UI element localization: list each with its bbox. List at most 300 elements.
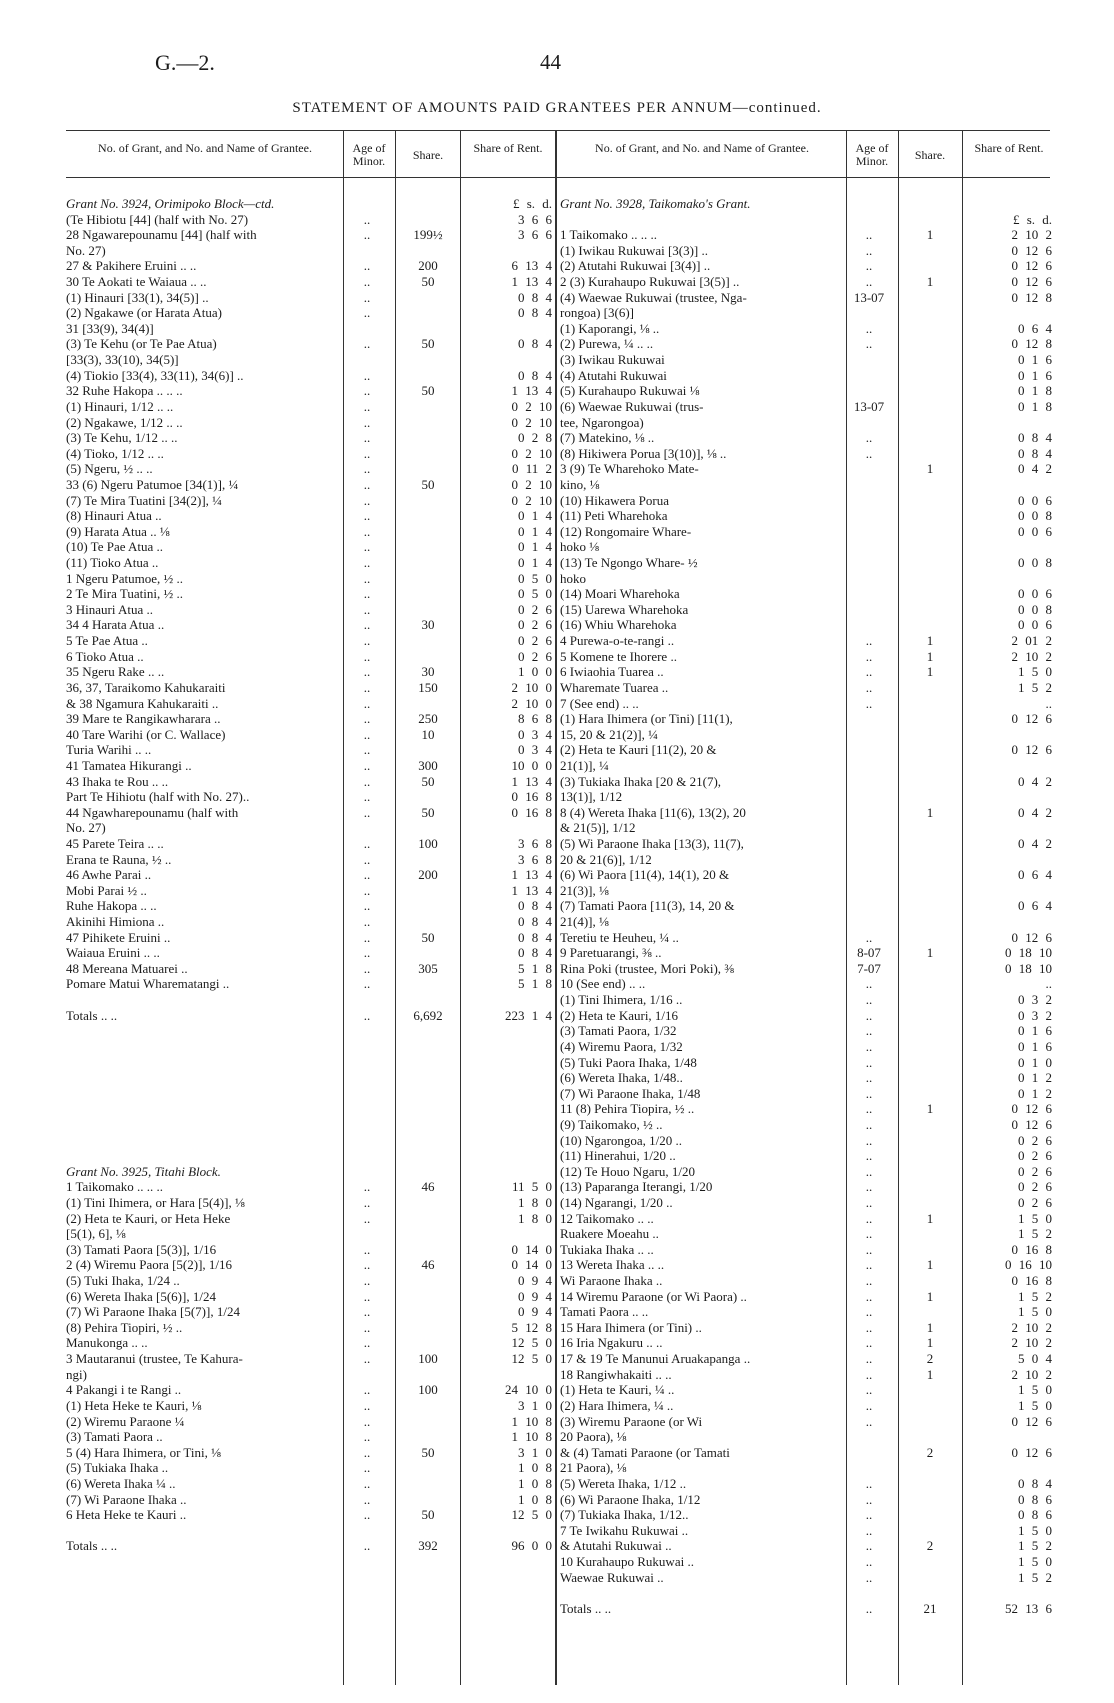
age-cell: .. <box>865 1273 873 1289</box>
grantee-cell: 35 Ngeru Rake .. .. <box>66 664 165 680</box>
grantee-cell: (5) Ngeru, ½ .. .. <box>66 461 153 477</box>
grantee-cell: 21(3)], ⅛ <box>560 882 609 898</box>
grantee-cell: Waiaua Eruini .. .. <box>66 945 160 961</box>
age-cell: .. <box>363 555 371 571</box>
rent-cell: 0 8 4 <box>518 289 552 305</box>
grantee-cell: 20 & 21(6)], 1/12 <box>560 851 652 867</box>
table-row <box>66 617 556 633</box>
table-row <box>560 1335 1054 1351</box>
age-cell: 8-07 <box>857 945 881 961</box>
age-cell: .. <box>363 211 371 227</box>
table-row <box>66 430 556 446</box>
table-row <box>66 571 556 587</box>
grantee-cell: (2) Hara Ihimera, ¼ .. <box>560 1397 674 1413</box>
rent-cell: 0 1 4 <box>518 539 552 555</box>
rent-cell: 0 0 6 <box>1018 617 1052 633</box>
table-row <box>66 836 556 852</box>
table-row <box>66 539 556 555</box>
age-cell: .. <box>363 664 371 680</box>
grantee-cell: ngi) <box>66 1366 87 1382</box>
table-row <box>66 1179 556 1195</box>
table-row <box>66 1414 556 1430</box>
grantee-cell: (5) Kurahaupo Rukuwai ⅛ <box>560 383 700 399</box>
rent-cell: 1 5 0 <box>1018 1210 1052 1226</box>
grantee-cell: (5) Tuki Ihaka, 1/24 .. <box>66 1273 180 1289</box>
rent-cell: 0 18 10 <box>1005 960 1052 976</box>
left-grant-table <box>66 196 556 1554</box>
grantee-cell: 16 Iria Ngakuru .. .. <box>560 1335 663 1351</box>
table-row <box>66 212 556 228</box>
age-cell: .. <box>363 1257 371 1273</box>
age-cell: .. <box>865 336 873 352</box>
grantee-cell: (1) Heta te Kauri, ¼ .. <box>560 1382 675 1398</box>
age-cell: .. <box>363 274 371 290</box>
rent-cell: 2 10 2 <box>1011 1366 1052 1382</box>
table-row <box>560 196 1054 212</box>
share-cell: 305 <box>418 960 438 976</box>
table-row <box>560 321 1054 337</box>
age-cell: .. <box>363 258 371 274</box>
rent-cell: 5 1 8 <box>518 960 552 976</box>
grantee-cell: (3) Te Kehu (or Te Pae Atua) <box>66 336 217 352</box>
rent-cell: 0 8 4 <box>1018 1475 1052 1491</box>
grantee-cell: (8) Hikiwera Porua [3(10)], ⅛ .. <box>560 445 727 461</box>
share-cell: 2 <box>926 1538 934 1554</box>
share-cell: 250 <box>418 711 438 727</box>
share-cell: 100 <box>418 835 438 851</box>
table-row <box>560 383 1054 399</box>
table-row <box>66 1492 556 1508</box>
rent-cell: 0 8 4 <box>518 336 552 352</box>
age-cell: .. <box>865 1304 873 1320</box>
age-cell: .. <box>865 258 873 274</box>
rent-cell: 0 12 6 <box>1011 1413 1052 1429</box>
table-row <box>66 1289 556 1305</box>
grantee-cell: (6) Wereta Ihaka, 1/48.. <box>560 1070 683 1086</box>
age-cell: .. <box>363 1241 371 1257</box>
grantee-cell: [33(3), 33(10), 34(5)] <box>66 352 179 368</box>
age-cell: .. <box>865 1241 873 1257</box>
table-row <box>560 1008 1054 1024</box>
grantee-cell: (14) Ngarangi, 1/20 .. <box>560 1195 673 1210</box>
rent-cell: 0 8 4 <box>518 367 552 383</box>
table-row <box>66 992 556 1008</box>
age-cell: .. <box>865 274 873 290</box>
age-cell: .. <box>363 539 371 555</box>
table-row <box>560 571 1054 587</box>
rent-cell: 5 12 8 <box>511 1319 552 1335</box>
rent-cell: 0 12 8 <box>1011 336 1052 352</box>
grantee-cell: kino, ⅛ <box>560 476 600 492</box>
table-row <box>66 1460 556 1476</box>
rent-cell: 0 1 8 <box>1018 398 1052 414</box>
grantee-cell: 3 Hinauri Atua .. <box>66 601 154 617</box>
table-row <box>66 1507 556 1523</box>
table-row <box>66 1226 556 1242</box>
table-row <box>560 1507 1054 1523</box>
table-row <box>66 1445 556 1461</box>
age-cell: .. <box>865 1600 873 1616</box>
share-cell: 50 <box>421 274 435 290</box>
grantee-cell: (5) Wereta Ihaka, 1/12 .. <box>560 1475 687 1491</box>
age-cell: .. <box>865 1132 873 1148</box>
rent-cell: 0 2 10 <box>511 476 552 492</box>
age-cell: .. <box>865 1507 873 1523</box>
rent-cell: 0 4 2 <box>1018 804 1052 820</box>
grantee-cell: Ruakere Moeahu .. <box>560 1226 659 1242</box>
age-cell: .. <box>363 742 371 758</box>
share-cell: 1 <box>926 227 934 243</box>
table-row <box>66 1195 556 1211</box>
rent-cell: 1 5 0 <box>1018 1382 1052 1398</box>
table-row <box>560 914 1054 930</box>
grantee-cell: Totals .. .. <box>66 1538 118 1554</box>
table-row <box>66 274 556 290</box>
right-age-header: Age of Minor. <box>855 141 889 168</box>
rent-cell: 0 1 4 <box>518 523 552 539</box>
table-row <box>560 852 1054 868</box>
table-row <box>66 696 556 712</box>
table-row <box>560 1179 1054 1195</box>
grantee-cell: 15, 20 & 21(2)], ¼ <box>560 726 658 742</box>
share-cell: 1 <box>926 648 934 664</box>
share-cell: 10 <box>421 726 435 742</box>
table-row <box>560 539 1054 555</box>
grantee-cell: 4 Pakangi i te Rangi .. <box>66 1382 182 1398</box>
grantee-cell: 40 Tare Warihi (or C. Wallace) <box>66 726 226 742</box>
grantee-cell: 7 Te Iwikahu Rukuwai .. <box>560 1522 689 1538</box>
grantee-cell: (12) Rongomaire Whare- <box>560 523 692 539</box>
grantee-cell: 6 Iwiaohia Tuarea .. <box>560 664 664 680</box>
grantee-cell: (3) Tamati Paora [5(3)], 1/16 <box>66 1241 217 1257</box>
grantee-cell: 21(1)], ¼ <box>560 757 609 773</box>
share-cell: 1 <box>926 1366 934 1382</box>
grantee-cell: 5 Komene te Ihorere .. <box>560 648 677 664</box>
age-cell: .. <box>363 492 371 508</box>
table-row <box>560 602 1054 618</box>
age-cell: .. <box>865 242 873 258</box>
rent-cell: 1 5 2 <box>1018 1226 1052 1242</box>
rent-cell: 0 2 6 <box>1018 1148 1052 1164</box>
rent-cell: 1 13 4 <box>511 867 552 883</box>
age-cell: .. <box>865 1569 873 1585</box>
age-cell: 7-07 <box>857 960 881 976</box>
grantee-cell: (16) Whiu Wharehoka <box>560 617 677 633</box>
rent-cell: 1 10 8 <box>511 1413 552 1429</box>
age-cell: .. <box>363 1179 371 1195</box>
table-row <box>66 1429 556 1445</box>
share-cell: 1 <box>926 1210 934 1226</box>
grantee-cell: 13 Wereta Ihaka .. .. <box>560 1257 665 1273</box>
table-row <box>560 976 1054 992</box>
age-cell: .. <box>363 1304 371 1320</box>
rent-cell: 0 2 6 <box>518 633 552 649</box>
table-row <box>66 1055 556 1071</box>
grantee-cell: (5) Tuki Paora Ihaka, 1/48 <box>560 1054 697 1070</box>
age-cell: .. <box>865 664 873 680</box>
age-cell: .. <box>363 633 371 649</box>
grantee-cell: 30 Te Aokati te Waiaua .. .. <box>66 274 207 290</box>
grantee-cell: 18 Rangiwhakaiti .. .. <box>560 1366 672 1382</box>
rent-cell: 24 10 0 <box>505 1382 552 1398</box>
rent-cell: 0 3 4 <box>518 726 552 742</box>
table-row <box>66 1273 556 1289</box>
rent-cell: 2 10 2 <box>1011 648 1052 664</box>
age-cell: .. <box>865 1335 873 1351</box>
age-cell: .. <box>865 633 873 649</box>
rent-cell: 0 8 6 <box>1018 1491 1052 1507</box>
grantee-cell: 45 Parete Teira .. .. <box>66 835 164 851</box>
age-cell: .. <box>865 1226 873 1242</box>
table-row <box>66 1101 556 1117</box>
rent-cell: 0 9 4 <box>518 1304 552 1320</box>
share-cell: 50 <box>421 476 435 492</box>
table-row <box>560 336 1054 352</box>
table-row <box>66 649 556 665</box>
age-cell: .. <box>363 289 371 305</box>
left-share-header: Share. <box>412 148 444 162</box>
rent-cell: 0 5 0 <box>518 586 552 602</box>
rent-cell: 0 8 6 <box>1018 1507 1052 1523</box>
table-row <box>560 586 1054 602</box>
age-cell: .. <box>865 445 873 461</box>
table-row <box>66 258 556 274</box>
table-row <box>66 883 556 899</box>
table-row <box>66 633 556 649</box>
share-cell: 1 <box>926 945 934 961</box>
table-row <box>560 1320 1054 1336</box>
table-row <box>560 1523 1054 1539</box>
share-cell: 21 <box>923 1600 937 1616</box>
grantee-cell: 36, 37, Taraikomo Kahukaraiti <box>66 679 226 695</box>
page-title: STATEMENT OF AMOUNTS PAID GRANTEES PER ANNUM—continued. <box>292 100 822 116</box>
age-cell: .. <box>865 1101 873 1117</box>
table-row <box>560 1148 1054 1164</box>
grantee-cell: Tukiaka Ihaka .. .. <box>560 1241 654 1257</box>
table-row <box>560 711 1054 727</box>
age-cell: .. <box>865 1007 873 1023</box>
grantee-cell: 34 4 Harata Atua .. <box>66 617 165 633</box>
grantee-cell: 1 Taikomako .. .. .. <box>560 227 658 243</box>
table-row <box>66 789 556 805</box>
rent-cell: 0 8 4 <box>518 914 552 930</box>
rent-cell: 1 5 0 <box>1018 1397 1052 1413</box>
rent-cell: 3 1 0 <box>518 1444 552 1460</box>
rent-cell: 0 1 6 <box>1018 367 1052 383</box>
share-cell: 50 <box>421 383 435 399</box>
table-row <box>66 305 556 321</box>
age-cell: .. <box>865 1179 873 1195</box>
grantee-cell: 39 Mare te Rangikawharara .. <box>66 711 221 727</box>
rent-cell: 12 5 0 <box>511 1351 552 1367</box>
rent-cell: 0 1 4 <box>518 508 552 524</box>
rent-cell: 0 2 8 <box>518 430 552 446</box>
rent-cell: 0 0 8 <box>1018 555 1052 571</box>
table-row <box>560 555 1054 571</box>
age-cell: .. <box>363 1413 371 1429</box>
rent-cell: 0 6 4 <box>1018 867 1052 883</box>
age-cell: 13-07 <box>853 289 885 305</box>
table-row <box>66 1304 556 1320</box>
share-cell: 6,692 <box>413 1007 443 1023</box>
table-row <box>560 774 1054 790</box>
table-row <box>66 852 556 868</box>
table-row <box>66 243 556 259</box>
table-row <box>560 1476 1054 1492</box>
age-cell: .. <box>363 1538 371 1554</box>
grantee-cell: Wi Paraone Ihaka .. <box>560 1273 663 1289</box>
table-row <box>560 1039 1054 1055</box>
right-rent-header: Share of Rent. <box>974 141 1044 155</box>
grantee-cell: (11) Peti Wharehoka <box>560 508 668 524</box>
table-row <box>560 1023 1054 1039</box>
rent-cell: 0 14 0 <box>511 1241 552 1257</box>
age-cell: .. <box>363 1319 371 1335</box>
table-row <box>66 415 556 431</box>
rent-cell: 0 6 4 <box>1018 320 1052 336</box>
rent-cell: .. <box>1045 976 1052 992</box>
rent-cell: 0 8 4 <box>518 945 552 961</box>
rent-cell: 0 8 4 <box>518 305 552 321</box>
rent-cell: 0 8 4 <box>518 898 552 914</box>
rent-cell: 10 0 0 <box>511 757 552 773</box>
table-row <box>66 1008 556 1024</box>
grantee-cell: Teretiu te Heuheu, ¼ .. <box>560 929 679 945</box>
grantee-cell: hoko <box>560 570 586 586</box>
grantee-cell: Tamati Paora .. .. <box>560 1304 649 1320</box>
age-cell: .. <box>363 804 371 820</box>
rent-cell: 96 0 0 <box>511 1538 552 1554</box>
rent-cell: .. <box>1045 695 1052 711</box>
grantee-cell: 4 Purewa-o-te-rangi .. <box>560 633 675 649</box>
age-cell: .. <box>865 1023 873 1039</box>
rent-cell: 223 1 4 <box>505 1007 552 1023</box>
grantee-cell: (7) Tamati Paora [11(3), 14, 20 & <box>560 898 735 914</box>
table-row <box>560 352 1054 368</box>
rent-cell: 0 12 6 <box>1011 1101 1052 1117</box>
table-row <box>66 383 556 399</box>
age-cell: .. <box>865 929 873 945</box>
rent-cell: 0 2 6 <box>1018 1195 1052 1210</box>
age-cell: .. <box>363 305 371 321</box>
age-cell: .. <box>363 695 371 711</box>
grantee-cell: (3) Iwikau Rukuwai <box>560 352 665 368</box>
age-cell: .. <box>363 867 371 883</box>
age-cell: .. <box>865 1538 873 1554</box>
rent-cell: 0 12 6 <box>1011 929 1052 945</box>
table-row <box>560 758 1054 774</box>
table-row <box>66 1398 556 1414</box>
table-row <box>560 1257 1054 1273</box>
age-cell: .. <box>865 992 873 1008</box>
rent-cell: 0 8 4 <box>1018 445 1052 461</box>
grantee-cell: (7) Te Mira Tuatini [34(2)], ¼ <box>66 492 222 508</box>
share-cell: 1 <box>926 274 934 290</box>
table-row <box>560 1460 1054 1476</box>
rent-cell: 2 01 2 <box>1011 633 1052 649</box>
table-row <box>66 524 556 540</box>
table-row <box>560 727 1054 743</box>
grantee-cell: Totals .. .. <box>560 1600 612 1616</box>
rent-cell: 2 10 0 <box>511 695 552 711</box>
grantee-cell: 5 Te Pae Atua .. <box>66 633 148 649</box>
age-cell: .. <box>363 383 371 399</box>
grantee-cell: (4) Atutahi Rukuwai <box>560 367 667 383</box>
grantee-cell: & Atutahi Rukuwai .. <box>560 1538 672 1554</box>
age-cell: .. <box>865 1397 873 1413</box>
table-row <box>560 1211 1054 1227</box>
table-row <box>66 914 556 930</box>
age-cell: .. <box>363 586 371 602</box>
rent-cell: 0 0 6 <box>1018 492 1052 508</box>
grantee-cell: 47 Pihikete Eruini .. <box>66 929 171 945</box>
grantee-cell: 8 (4) Wereta Ihaka [11(6), 13(2), 20 <box>560 804 746 820</box>
rent-cell: 0 12 8 <box>1011 289 1052 305</box>
age-cell: .. <box>363 789 371 805</box>
rent-cell: 1 5 0 <box>1018 664 1052 680</box>
age-cell: .. <box>363 835 371 851</box>
rent-cell: 1 10 8 <box>511 1429 552 1445</box>
table-row <box>66 1023 556 1039</box>
grantee-cell: (7) Wi Paraone Ihaka .. <box>66 1491 187 1507</box>
share-cell: 1 <box>926 1288 934 1304</box>
rent-cell: 1 0 8 <box>518 1491 552 1507</box>
grantee-cell: Grant No. 3924, Orimipoko Block—ctd. <box>66 196 275 211</box>
rent-cell: 0 12 6 <box>1011 242 1052 258</box>
table-row <box>560 930 1054 946</box>
age-cell: .. <box>363 757 371 773</box>
share-cell: 46 <box>421 1257 435 1273</box>
grantee-cell: Ruhe Hakopa .. .. <box>66 898 157 914</box>
rent-cell: 1 0 8 <box>518 1475 552 1491</box>
table-row <box>560 446 1054 462</box>
age-cell: .. <box>865 1319 873 1335</box>
page-number: 44 <box>540 50 561 74</box>
grantee-cell: 10 (See end) .. .. <box>560 976 646 992</box>
age-cell: .. <box>363 929 371 945</box>
grantee-cell: Wharemate Tuarea .. <box>560 679 669 695</box>
table-row <box>560 1398 1054 1414</box>
table-row <box>560 1242 1054 1258</box>
right-share-header: Share. <box>914 148 946 162</box>
rent-cell: 0 12 6 <box>1011 711 1052 727</box>
table-row <box>66 368 556 384</box>
grantee-cell: (11) Hinerahui, 1/20 .. <box>560 1148 676 1164</box>
grantee-cell: (3) Tamati Paora, 1/32 <box>560 1023 677 1039</box>
rent-cell: 11 5 0 <box>511 1179 552 1195</box>
table-row <box>66 1382 556 1398</box>
table-row <box>66 1538 556 1554</box>
table-row <box>560 664 1054 680</box>
table-row <box>560 992 1054 1008</box>
age-cell: .. <box>363 430 371 446</box>
table-row <box>66 1367 556 1383</box>
table-row <box>560 290 1054 306</box>
table-row <box>66 1476 556 1492</box>
share-cell: 50 <box>421 929 435 945</box>
rent-cell: 3 6 8 <box>518 851 552 867</box>
grantee-cell: (1) Tini Ihimera, or Hara [5(4)], ⅛ <box>66 1195 245 1210</box>
table-row <box>66 961 556 977</box>
rent-cell: 6 13 4 <box>511 258 552 274</box>
rent-cell: 0 5 0 <box>518 570 552 586</box>
rent-cell: 0 3 4 <box>518 742 552 758</box>
grantee-cell: (4) Wiremu Paora, 1/32 <box>560 1038 683 1054</box>
age-cell: .. <box>363 1273 371 1289</box>
grantee-cell: (6) Wi Paraone Ihaka, 1/12 <box>560 1491 701 1507</box>
rent-cell: 0 16 10 <box>1005 1257 1052 1273</box>
rent-cell: 0 11 2 <box>511 461 552 477</box>
